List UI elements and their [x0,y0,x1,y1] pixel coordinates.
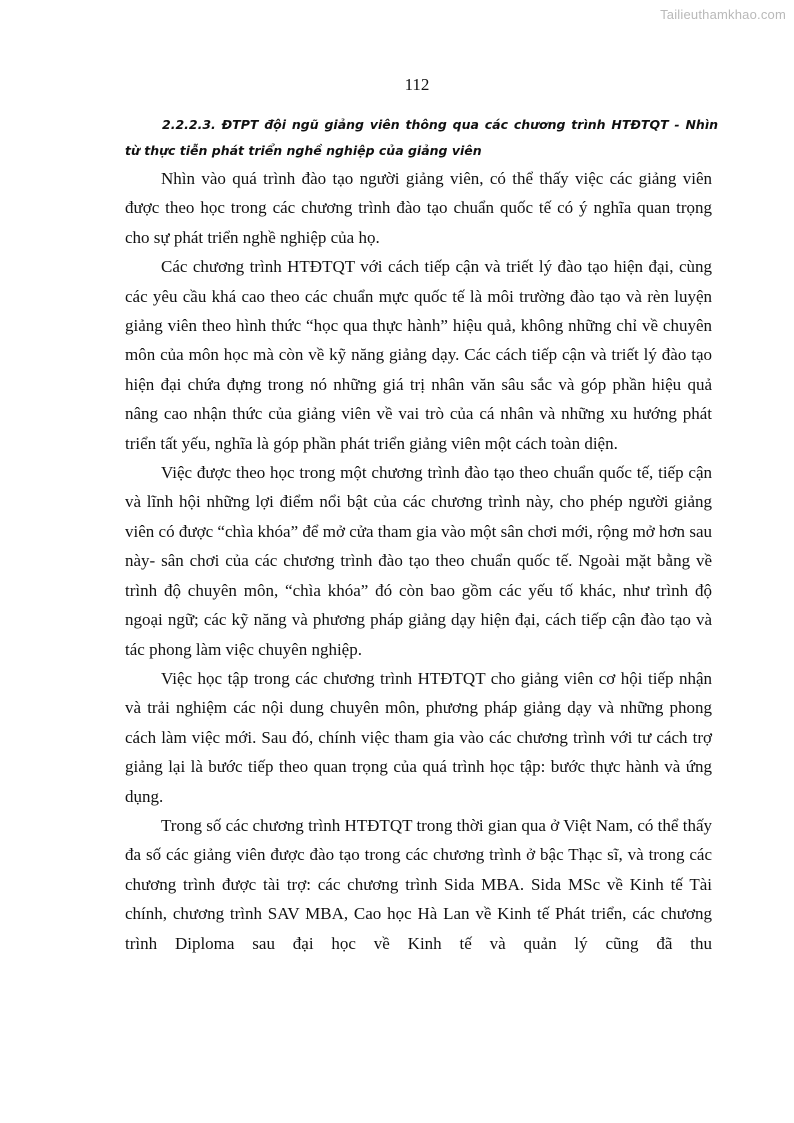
paragraph-1: Nhìn vào quá trình đào tạo người giảng viên, có thể thấy việc các giảng viên được theo học trong các chương trình đào tạo chuẩn quốc tế có ý nghĩa quan trọng cho sự phát triển nghề nghiệp của họ. [125,169,712,247]
section-heading-line-1: 2.2.2.3. ĐTPT đội ngũ giảng viên thông qua các chương trình HTĐTQT - Nhìn [162,117,718,132]
watermark: Tailieuthamkhao.com [660,7,786,22]
paragraph-3: Việc được theo học trong một chương trình đào tạo theo chuẩn quốc tế, tiếp cận và lĩnh hội những lợi điểm nổi bật của các chương trình này, cho phép người giảng viên có được “chìa khóa” để mở cửa tham gia vào một sân chơi mới, rộng mở hơn sau này- sân chơi của các chương trình đào tạo theo chuẩn quốc tế. Ngoài mặt bằng về trình độ chuyên môn, “chìa khóa” đó còn bao gồm các yếu tố khác, như trình độ ngoại ngữ; các kỹ năng và phương pháp giảng dạy hiện đại, cách tiếp cận đào tạo và tác phong làm việc chuyên nghiệp. [125,463,712,659]
page-number: 112 [404,75,430,94]
section-heading [125,112,718,164]
paragraph-2: Các chương trình HTĐTQT với cách tiếp cận và triết lý đào tạo hiện đại, cùng các yêu cầu khá cao theo các chuẩn mực quốc tế là môi trường đào tạo và rèn luyện giảng viên theo hình thức “học qua thực hành” hiệu quả, không những chỉ về chuyên môn của môn học mà còn về kỹ năng giảng dạy. Các cách tiếp cận và triết lý đào tạo hiện đại chứa đựng trong nó những giá trị nhân văn sâu sắc và góp phần hiệu quả nâng cao nhận thức của giảng viên về vai trò của cá nhân và những xu hướng phát triển tất yếu, nghĩa là góp phần phát triển giảng viên một cách toàn diện. [125,257,712,453]
section-heading-line-2: từ thực tiễn phát triển nghề nghiệp của giảng viên [125,143,482,158]
body-text [125,164,712,958]
paragraph-4: Việc học tập trong các chương trình HTĐTQT cho giảng viên cơ hội tiếp nhận và trải nghiệm các nội dung chuyên môn, phương pháp giảng dạy và những phong cách làm việc mới. Sau đó, chính việc tham gia vào các chương trình với tư cách trợ giảng lại là bước tiếp theo quan trọng của quá trình học tập: bước thực hành và ứng dụng. [125,668,712,806]
paragraph-5: Trong số các chương trình HTĐTQT trong thời gian qua ở Việt Nam, có thể thấy đa số các giảng viên được đào tạo trong các chương trình ở bậc Thạc sĩ, và trong các chương trình được tài trợ: các chương trình Sida MBA. Sida MSc về Kinh tế Tài chính, chương trình SAV MBA, Cao học Hà Lan về Kinh tế Phát triển, các chương trình Diploma sau đại học về Kinh tế và quản lý cũng đã thu [125,815,712,953]
